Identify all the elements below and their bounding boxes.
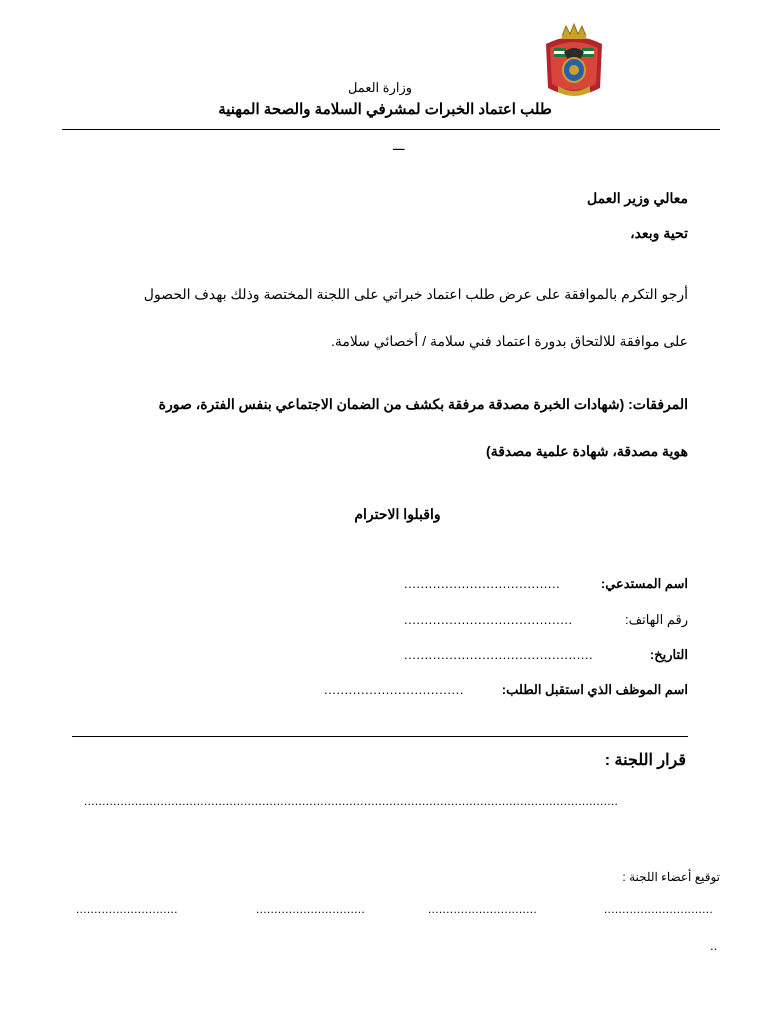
phone-label: رقم الهاتف: [625, 612, 688, 627]
request-paragraph-line2: على موافقة للالتحاق بدورة اعتماد فني سلامة / أخصائي سلامة. [330, 333, 688, 349]
committee-decision-label: قرار اللجنة : [604, 752, 686, 769]
trailing-dots: .. [710, 938, 718, 953]
phone-field[interactable]: ......................................... [404, 612, 573, 627]
header-dash: ـــ [393, 138, 405, 153]
receiving-employee-label: اسم الموظف الذي استقبل الطلب: [501, 682, 688, 697]
signature-field-4[interactable]: .............................. [604, 902, 714, 916]
coat-of-arms-emblem [540, 22, 608, 102]
signature-field-1[interactable]: ............................ [76, 902, 178, 916]
date-field[interactable]: .............................................. [404, 647, 594, 662]
signature-field-2[interactable]: .............................. [256, 902, 366, 916]
committee-signatures-label: توقيع أعضاء اللجنة : [622, 870, 720, 884]
receiving-employee-field[interactable]: .................................. [324, 682, 464, 697]
attachments-line1: المرفقات: (شهادات الخبرة مصدقة مرفقة بكشف من الضمان الاجتماعي بنفس الفترة، صورة [158, 396, 688, 412]
applicant-name-field[interactable]: ...................................... [404, 576, 561, 591]
attachments-line2: هوية مصدقة، شهادة علمية مصدقة) [486, 443, 688, 459]
salutation: معالي وزير العمل [587, 190, 688, 206]
greeting: تحية وبعد، [630, 225, 688, 241]
committee-decision-field[interactable]: ................................................................................................................................................... [84, 794, 619, 808]
closing-line: واقبلوا الاحترام [354, 506, 441, 522]
header-divider [62, 129, 720, 130]
document-title: طلب اعتماد الخبرات لمشرفي السلامة والصحة المهنية [218, 101, 552, 118]
signature-field-3[interactable]: .............................. [428, 902, 538, 916]
request-paragraph-line1: أرجو التكرم بالموافقة على عرض طلب اعتماد خبراتي على اللجنة المختصة وذلك بهدف الحصول [143, 286, 688, 302]
date-label: التاريخ: [649, 647, 688, 662]
applicant-name-label: اسم المستدعي: [600, 576, 688, 591]
section-divider [72, 736, 688, 737]
ministry-name: وزارة العمل [347, 80, 413, 95]
